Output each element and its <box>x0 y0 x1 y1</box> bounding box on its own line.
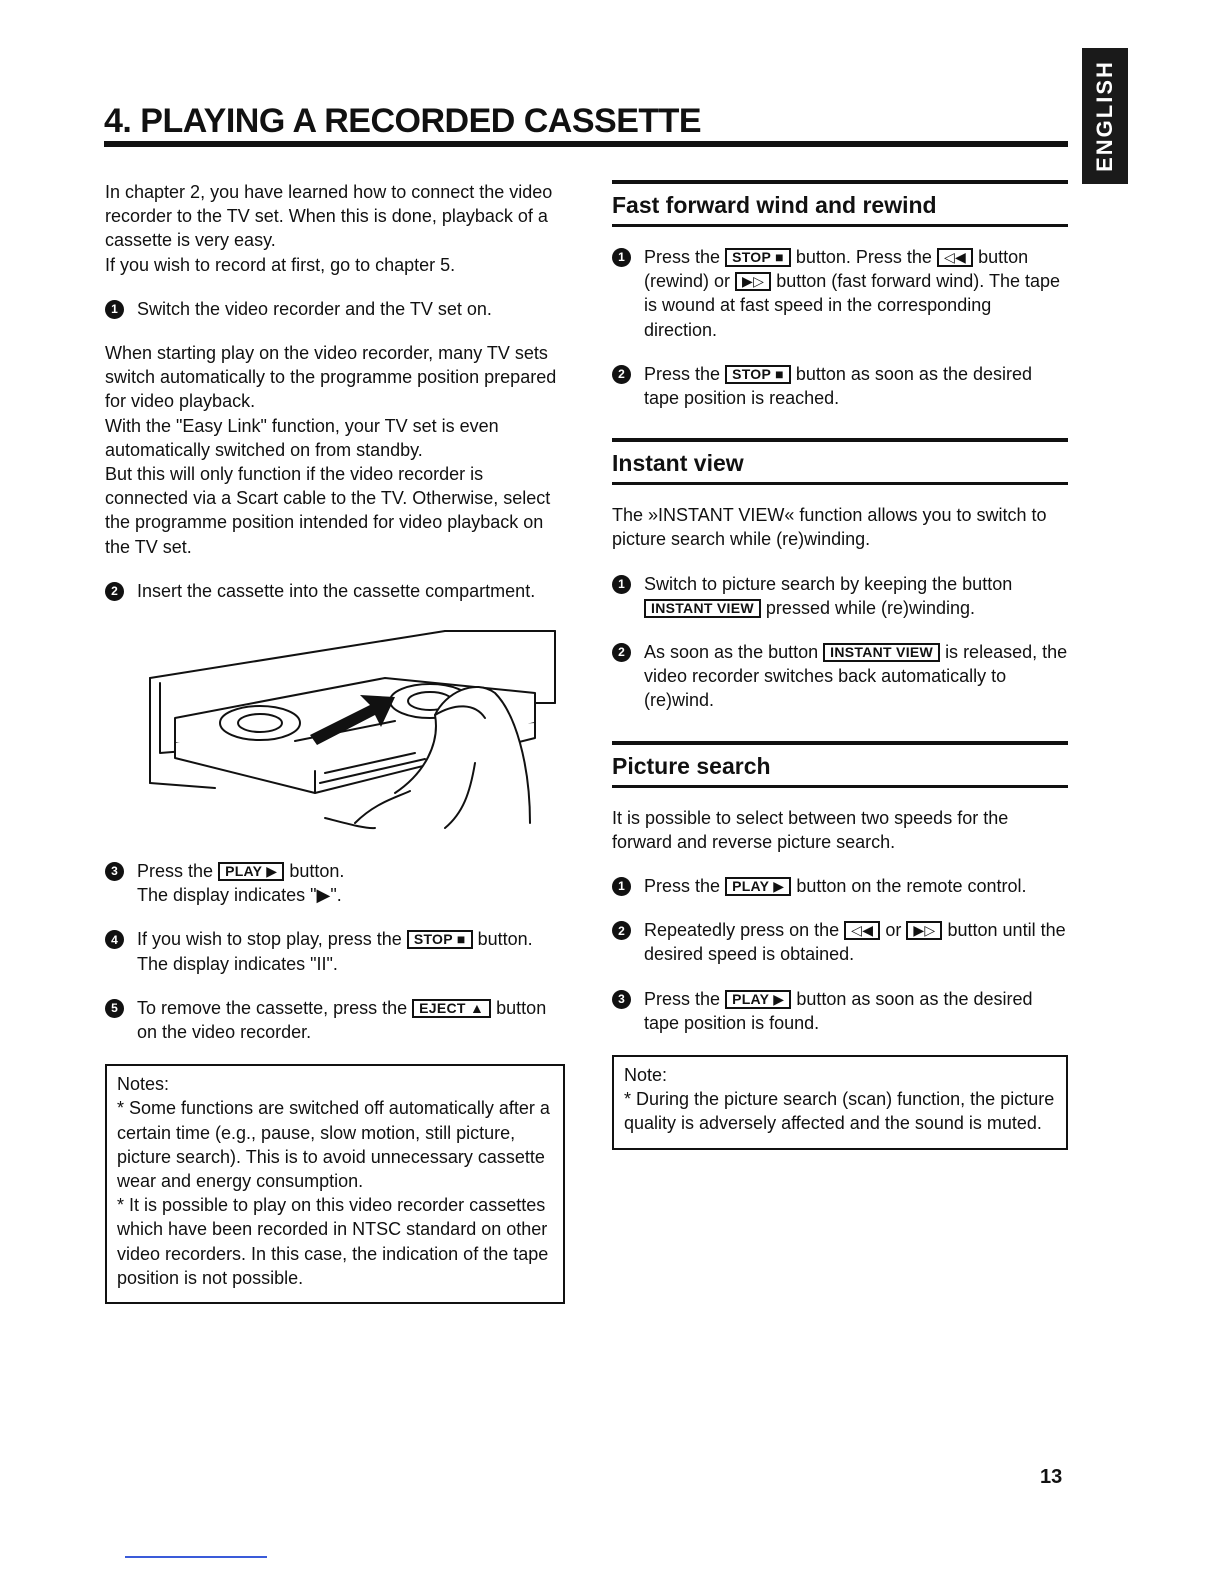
step-eject <box>105 996 565 1044</box>
step-switch-on <box>105 297 565 321</box>
step-stop-wind <box>612 362 1068 410</box>
step-text <box>137 859 565 907</box>
step-text: Press the <box>644 876 721 897</box>
section-title: Fast forward wind and rewind <box>612 192 937 218</box>
step-text: button on the remote control. <box>796 876 1027 897</box>
fast-forward-key-label: ▶▷ <box>735 272 771 291</box>
step-instant-view-hold <box>612 572 1068 620</box>
step-number: 2 <box>105 582 124 601</box>
step-picture-search-speed <box>612 918 1068 966</box>
step-picture-search-play <box>612 874 1068 898</box>
step-text: Press the <box>137 861 214 882</box>
notes-box <box>105 1064 565 1304</box>
step-text: Press the <box>644 363 721 384</box>
step-text: button. Press the <box>795 247 932 267</box>
instant-view-intro: The »INSTANT VIEW« function allows you to switch to picture search while (re)winding. <box>612 505 1047 550</box>
step-text: button until the desired speed is obtained. <box>644 920 1066 965</box>
step-text: Press the <box>644 247 721 267</box>
step-text: button. <box>477 929 533 950</box>
rewind-key-label: ◁◀ <box>844 921 880 940</box>
play-key-label: PLAY ▶ <box>725 990 791 1009</box>
step-text: To remove the cassette, press the <box>137 997 408 1018</box>
play-key-label: PLAY ▶ <box>725 877 791 896</box>
note-text: * During the picture search (scan) function, the picture quality is adversely affected and the sound is muted. <box>624 1089 1055 1134</box>
page-title: 4. PLAYING A RECORDED CASSETTE <box>104 102 702 140</box>
picture-search-intro: It is possible to select between two speeds for the forward and reverse picture search. <box>612 807 1009 852</box>
step-text <box>644 640 1068 713</box>
step-number: 1 <box>612 248 631 267</box>
step-picture-search-stop <box>612 987 1068 1035</box>
body-text: When starting play on the video recorder, many TV sets switch automatically to the programme position prepared for video playback. <box>105 343 557 412</box>
step-text <box>644 572 1068 620</box>
step-number: 5 <box>105 999 124 1018</box>
step-instant-view-release <box>612 640 1068 713</box>
step-number: 2 <box>612 643 631 662</box>
page-number: 13 <box>1040 1466 1063 1488</box>
intro-text: If you wish to record at first, go to chapter 5. <box>105 254 456 275</box>
step-text <box>644 987 1068 1035</box>
step-text: If you wish to stop play, press the <box>137 929 402 950</box>
section-title: Instant view <box>612 450 744 477</box>
step-text: or <box>885 920 902 941</box>
step-number: 3 <box>612 990 631 1009</box>
step-text: As soon as the button <box>644 642 819 663</box>
language-label: ENGLISH <box>1092 60 1118 172</box>
section-title: Picture search <box>612 752 771 779</box>
intro-paragraph <box>105 180 565 277</box>
step-text <box>137 996 565 1044</box>
left-column <box>105 180 565 1304</box>
body-text: But this will only function if the video recorder is connected via a Scart cable to the TV. Otherwise, select the programme position intended for video playback on the TV set. <box>105 464 551 557</box>
section-header-fast-forward <box>612 180 1068 227</box>
body-text: With the "Easy Link" function, your TV set is even automatically switched on from standby. <box>105 415 499 460</box>
instant-view-key-label: INSTANT VIEW <box>644 599 761 618</box>
step-text: button as soon as the desired tape position is reached. <box>644 363 1033 409</box>
stop-key-label: STOP ■ <box>407 930 473 949</box>
stop-key-label: STOP ■ <box>725 248 791 267</box>
step-number: 3 <box>105 862 124 881</box>
step-number: 1 <box>105 300 124 319</box>
step-text: pressed while (re)winding. <box>765 597 976 618</box>
step-number: 1 <box>612 877 631 896</box>
step-number: 2 <box>612 921 631 940</box>
step-text: button (fast forward wind). The tape is wound at fast speed in the corresponding direction. <box>644 271 1061 340</box>
step-press-play <box>105 859 565 907</box>
fast-forward-key-label: ▶▷ <box>906 921 942 940</box>
step-insert-cassette <box>105 579 565 603</box>
instant-view-key-label: INSTANT VIEW <box>823 643 940 662</box>
step-text: button as soon as the desired tape position is found. <box>644 988 1033 1033</box>
step-number: 1 <box>612 575 631 594</box>
notes-title: Notes: <box>117 1074 170 1095</box>
stop-key-label: STOP ■ <box>725 365 791 384</box>
note-item: * It is possible to play on this video recorder cassettes which have been recorded in NTSC standard on other video recorders. In this case, the indication of the tape position is not possible. <box>117 1195 549 1288</box>
section-header-picture-search <box>612 741 1068 788</box>
note-box <box>612 1055 1068 1150</box>
step-text: button. <box>289 861 345 882</box>
cassette-insertion-illustration <box>145 623 565 833</box>
tv-switch-paragraph <box>105 341 565 559</box>
step-text: button on the video recorder. <box>137 997 547 1043</box>
display-indication: The display indicates "▶". <box>137 885 342 906</box>
eject-key-label: EJECT ▲ <box>412 999 491 1018</box>
title-rule <box>104 141 1068 147</box>
step-text <box>644 245 1068 342</box>
rewind-key-label: ◁◀ <box>937 248 973 267</box>
note-item: * Some functions are switched off automatically after a certain time (e.g., pause, slow motion, still picture, picture search). This is to avoid unnecessary cassette wear and energy consumption. <box>117 1098 550 1192</box>
step-stop-play <box>105 927 565 975</box>
note-title: Note: <box>624 1065 668 1086</box>
right-column <box>612 180 1068 1150</box>
step-text: Switch to picture search by keeping the button <box>644 573 1013 594</box>
step-wind <box>612 245 1068 342</box>
step-text: is released, the video recorder switches back automatically to (re)wind. <box>644 642 1068 711</box>
footer-rule <box>125 1556 267 1558</box>
step-text: Repeatedly press on the <box>644 920 840 941</box>
display-indication: The display indicates "II". <box>137 953 338 974</box>
step-text <box>644 918 1068 966</box>
step-text: button (rewind) or <box>644 247 1029 292</box>
step-text: Insert the cassette into the cassette compartment. <box>137 580 536 601</box>
play-key-label: PLAY ▶ <box>218 862 284 881</box>
step-text <box>137 927 565 975</box>
language-tab <box>1082 48 1128 184</box>
step-number: 4 <box>105 930 124 949</box>
section-header-instant-view <box>612 438 1068 485</box>
step-text: Switch the video recorder and the TV set on. <box>137 298 492 319</box>
step-number: 2 <box>612 365 631 384</box>
step-text <box>644 874 1068 898</box>
step-text <box>644 362 1068 410</box>
step-text: Press the <box>644 988 721 1009</box>
intro-text: In chapter 2, you have learned how to connect the video recorder to the TV set. When this is done, playback of a cassette is very easy. <box>105 182 553 251</box>
